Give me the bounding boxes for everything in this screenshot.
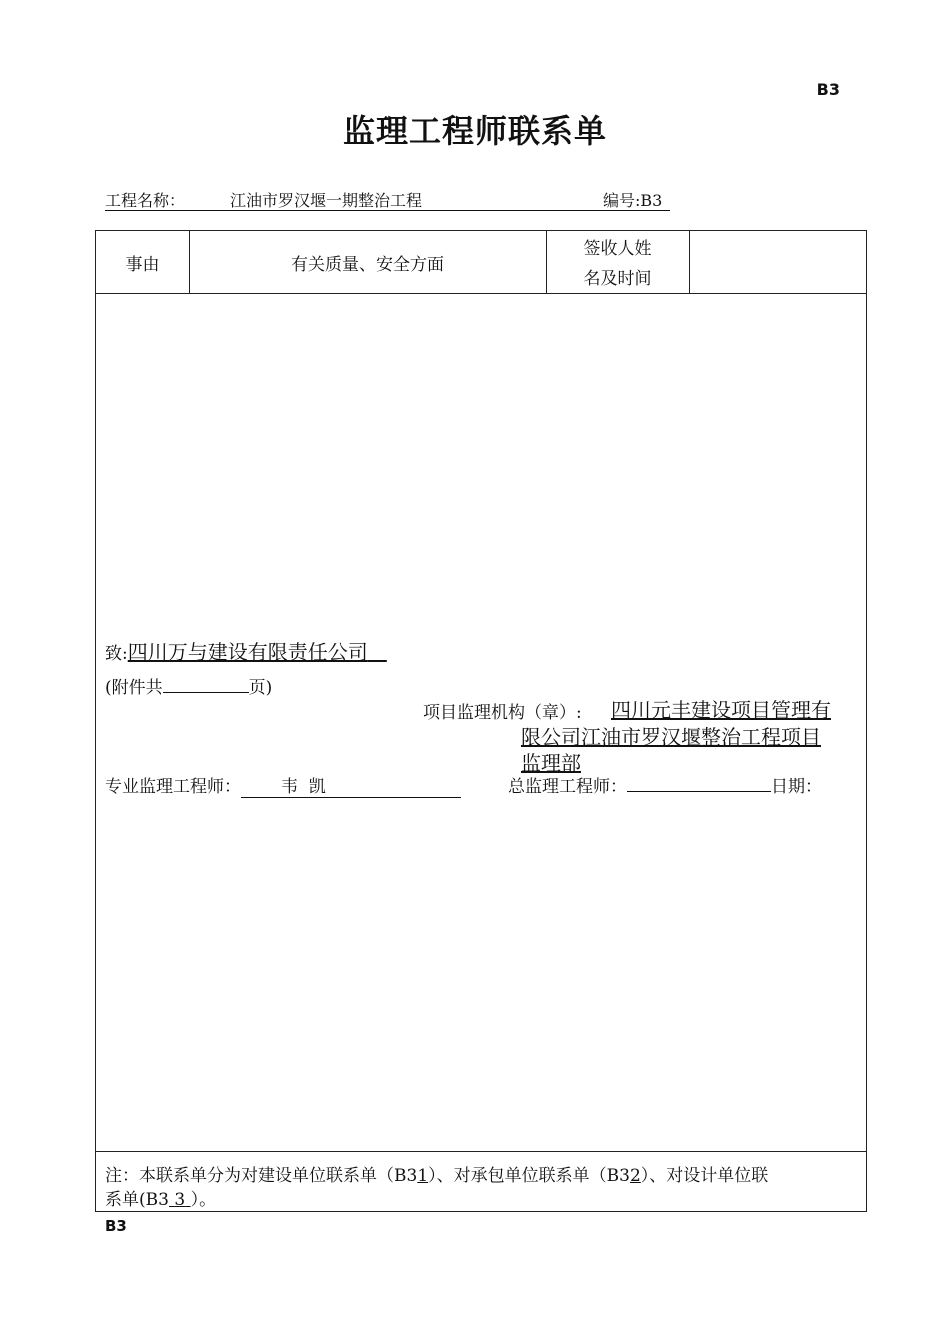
chief-signature: [508, 772, 822, 797]
chief-blank: [627, 775, 771, 792]
note-num-3: 3: [174, 1190, 186, 1210]
form-table: [95, 230, 867, 1212]
note-text-b: ）、对承包单位联系单（B3: [428, 1166, 630, 1186]
recipient-value: 四川万与建设有限责任公司: [127, 640, 368, 664]
org-line-3: 监理部: [521, 751, 581, 775]
receiver-label: [546, 234, 689, 294]
signature-line: [105, 772, 461, 798]
note-text-d: 系单(B3: [105, 1190, 169, 1210]
receiver-label-line1: 签收人姓: [583, 239, 652, 259]
reason-value: 有关质量、安全方面: [291, 255, 444, 275]
attachment-line: [105, 673, 272, 698]
reason-label: 事由: [125, 255, 160, 275]
document-code-top: B3: [816, 80, 840, 99]
engineer-name: 韦 凯: [241, 772, 461, 798]
attachment-prefix: (附件共: [105, 678, 163, 698]
note-line-1: [105, 1161, 768, 1186]
note-text-c: ）、对设计单位联: [640, 1166, 769, 1186]
note-num-2: 2: [629, 1166, 641, 1186]
note-text-e: ）。: [190, 1190, 217, 1210]
chief-label: 总监理工程师：: [508, 777, 627, 797]
document-code-bottom: B3: [105, 1217, 127, 1235]
document-number: 编号:B3: [603, 191, 663, 210]
project-name-label: 工程名称：: [105, 191, 186, 210]
note-line-2: [105, 1185, 216, 1210]
col-divider-3: [689, 231, 690, 293]
recipient-label: 致:: [105, 644, 128, 664]
project-name-value: 江油市罗汉堰一期整治工程: [230, 191, 423, 210]
recipient-line: [105, 636, 387, 665]
org-line-2: 限公司江油市罗汉堰整治工程项目: [521, 725, 821, 749]
project-line: [105, 188, 670, 211]
header-divider: [96, 293, 866, 294]
org-line-1: 四川元丰建设项目管理有: [611, 698, 831, 722]
note-divider: [96, 1151, 866, 1152]
attachment-suffix: 页): [248, 678, 273, 698]
note-text-a: 注：本联系单分为对建设单位联系单（B3: [105, 1166, 418, 1186]
note-num-1: 1: [417, 1166, 429, 1186]
page-title: 监理工程师联系单: [342, 112, 607, 150]
org-label: 项目监理机构（章）:: [423, 703, 582, 723]
date-label: 日期：: [771, 777, 822, 797]
attachment-pages-blank: [163, 676, 249, 693]
receiver-label-line2: 名及时间: [583, 269, 652, 289]
engineer-label: 专业监理工程师：: [105, 777, 241, 797]
